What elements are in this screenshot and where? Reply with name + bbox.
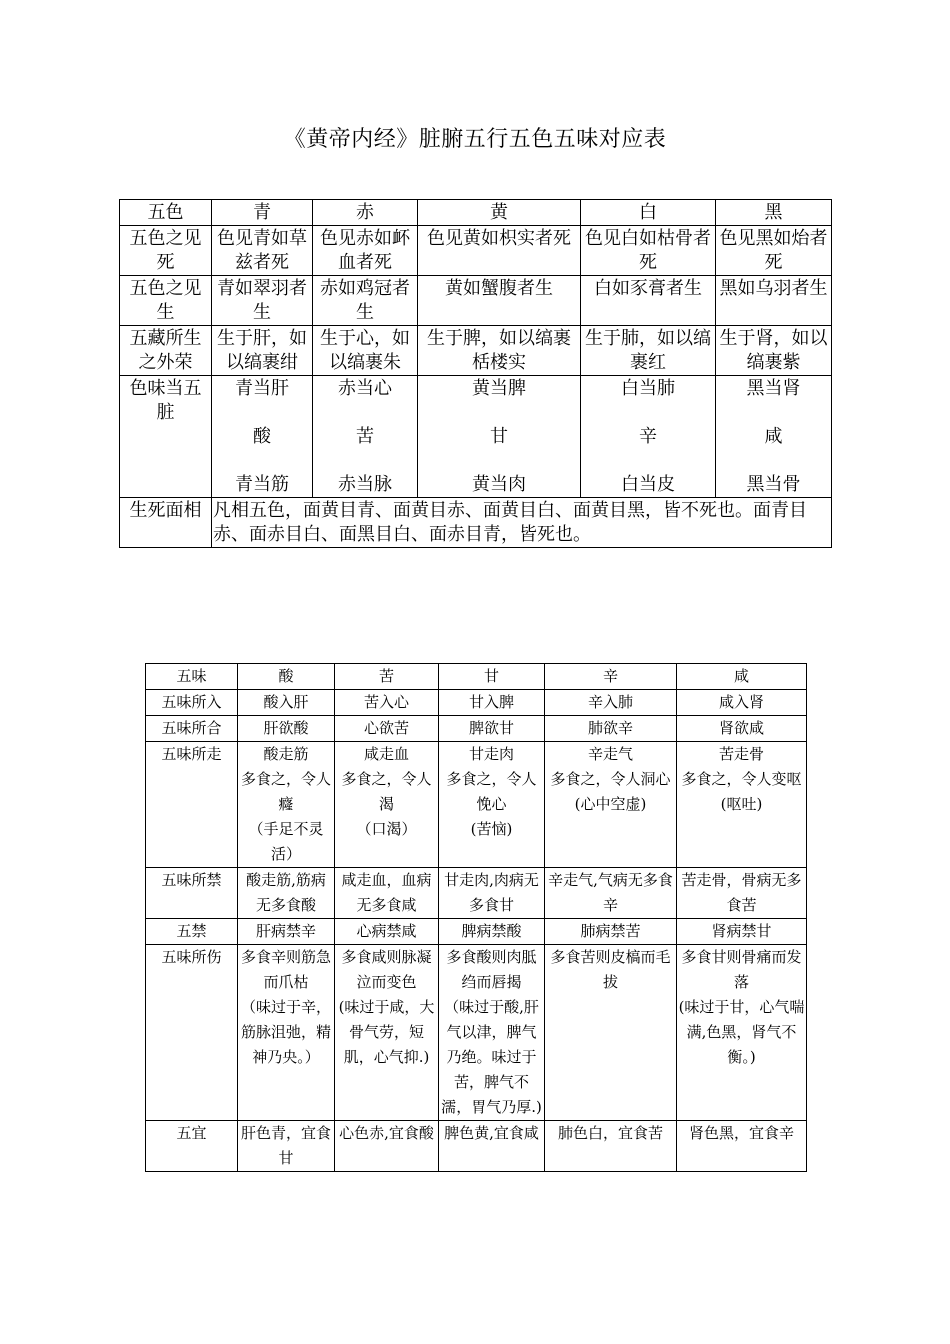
table-row <box>146 868 807 919</box>
table-row <box>146 945 807 1121</box>
table-row <box>120 498 832 548</box>
table-header-row <box>146 664 807 690</box>
header-cell: 甘 <box>439 664 545 690</box>
table-row <box>120 376 832 498</box>
face-reading-cell: 凡相五色，面黄目青、面黄目赤、面黄目白、面黄目黑，皆不死也。面青目赤、面赤目白、面黑目白、面赤目青，皆死也。 <box>212 498 832 548</box>
table-row <box>146 919 807 945</box>
table-cell: 辛入肺 <box>545 690 677 716</box>
table-cell: 色见黄如枳实者死 <box>418 226 581 276</box>
table-cell: 青当肝 酸 青当筋 <box>212 376 313 498</box>
header-cell: 辛 <box>545 664 677 690</box>
header-cell: 五味 <box>146 664 238 690</box>
table-cell: 多食辛则筋急而爪枯 （味过于辛，筋脉沮弛，精神乃央。） <box>238 945 335 1121</box>
table-cell: 脾色黄,宜食咸 <box>439 1121 545 1172</box>
table-cell: 苦入心 <box>335 690 439 716</box>
table-cell: 辛走气 多食之，令人洞心 (心中空虚) <box>545 742 677 868</box>
header-cell: 苦 <box>335 664 439 690</box>
table-cell: 多食酸则肉胝绉而唇揭 （味过于酸,肝气以津，脾气乃绝。味过于苦，脾气不濡，胃气乃厚.) <box>439 945 545 1121</box>
table-cell: 脾病禁酸 <box>439 919 545 945</box>
row-label: 生死面相 <box>120 498 212 548</box>
table-cell: 青如翠羽者生 <box>212 276 313 326</box>
table-cell: 咸入肾 <box>677 690 807 716</box>
row-label: 五藏所生之外荣 <box>120 326 212 376</box>
table-cell: 生于脾，如以缟裹栝楼实 <box>418 326 581 376</box>
table-row <box>146 690 807 716</box>
header-cell: 赤 <box>313 200 418 226</box>
header-cell: 黄 <box>418 200 581 226</box>
table-header-row <box>120 200 832 226</box>
table-row <box>120 326 832 376</box>
table-cell: 生于肺，如以缟裹红 <box>581 326 716 376</box>
table-cell: 肝色青，宜食甘 <box>238 1121 335 1172</box>
header-cell: 酸 <box>238 664 335 690</box>
table-cell: 多食甘则骨痛而发落 (味过于甘，心气喘满,色黑，肾气不衡。) <box>677 945 807 1121</box>
table-cell: 心色赤,宜食酸 <box>335 1121 439 1172</box>
table-cell: 苦走骨 多食之，令人变呕 (呕吐) <box>677 742 807 868</box>
row-label: 五味所伤 <box>146 945 238 1121</box>
table-cell: 肝欲酸 <box>238 716 335 742</box>
table-row <box>120 226 832 276</box>
table-cell: 赤当心 苦 赤当脉 <box>313 376 418 498</box>
table-cell: 脾欲甘 <box>439 716 545 742</box>
table-cell: 酸入肝 <box>238 690 335 716</box>
table-cell: 肺欲辛 <box>545 716 677 742</box>
table-cell: 甘走肉,肉病无多食甘 <box>439 868 545 919</box>
table-row <box>146 742 807 868</box>
row-label: 五色之见生 <box>120 276 212 326</box>
table-cell: 生于肾，如以缟裹紫 <box>716 326 832 376</box>
table-cell: 黄如蟹腹者生 <box>418 276 581 326</box>
row-label: 五味所走 <box>146 742 238 868</box>
table-cell: 黑如乌羽者生 <box>716 276 832 326</box>
table-cell: 心病禁咸 <box>335 919 439 945</box>
table-cell: 甘入脾 <box>439 690 545 716</box>
page-title: 《黄帝内经》脏腑五行五色五味对应表 <box>283 127 667 152</box>
color-table <box>119 199 832 548</box>
table-cell: 肺色白，宜食苦 <box>545 1121 677 1172</box>
table-cell: 甘走肉 多食之，令人悗心 (苦恼) <box>439 742 545 868</box>
row-label: 五禁 <box>146 919 238 945</box>
table-row <box>120 276 832 326</box>
row-label: 五味所合 <box>146 716 238 742</box>
table-cell: 辛走气,气病无多食辛 <box>545 868 677 919</box>
table-cell: 多食苦则皮槁而毛拔 <box>545 945 677 1121</box>
table-cell: 咸走血，血病无多食咸 <box>335 868 439 919</box>
table-cell: 肾色黑，宜食辛 <box>677 1121 807 1172</box>
table-cell: 酸走筋 多食之，令人癃 （手足不灵活） <box>238 742 335 868</box>
table-cell: 生于肝，如以缟裹绀 <box>212 326 313 376</box>
table-cell: 色见青如草兹者死 <box>212 226 313 276</box>
table-cell: 黑当肾 咸 黑当骨 <box>716 376 832 498</box>
row-label: 五味所入 <box>146 690 238 716</box>
table-cell: 赤如鸡冠者生 <box>313 276 418 326</box>
table-cell: 肺病禁苦 <box>545 919 677 945</box>
table-cell: 肝病禁辛 <box>238 919 335 945</box>
table-cell: 酸走筋,筋病无多食酸 <box>238 868 335 919</box>
table-row <box>146 1121 807 1172</box>
table-cell: 肾病禁甘 <box>677 919 807 945</box>
header-cell: 白 <box>581 200 716 226</box>
table-cell: 心欲苦 <box>335 716 439 742</box>
header-cell: 青 <box>212 200 313 226</box>
table-cell: 色见赤如衃血者死 <box>313 226 418 276</box>
table-cell: 咸走血 多食之，令人渴 （口渴） <box>335 742 439 868</box>
row-label: 五色之见死 <box>120 226 212 276</box>
table-cell: 生于心，如以缟裹朱 <box>313 326 418 376</box>
row-label: 色味当五脏 <box>120 376 212 498</box>
table-cell: 肾欲咸 <box>677 716 807 742</box>
table-cell: 黄当脾 甘 黄当肉 <box>418 376 581 498</box>
flavor-table <box>145 663 807 1172</box>
table-cell: 苦走骨，骨病无多食苦 <box>677 868 807 919</box>
table-cell: 色见白如枯骨者死 <box>581 226 716 276</box>
table-cell: 白当肺 辛 白当皮 <box>581 376 716 498</box>
table-cell: 白如豕膏者生 <box>581 276 716 326</box>
header-cell: 黑 <box>716 200 832 226</box>
row-label: 五宜 <box>146 1121 238 1172</box>
header-cell: 五色 <box>120 200 212 226</box>
table-cell: 多食咸则脉凝泣而变色 (味过于咸，大骨气劳，短肌，心气抑.) <box>335 945 439 1121</box>
row-label: 五味所禁 <box>146 868 238 919</box>
table-cell: 色见黑如炲者死 <box>716 226 832 276</box>
table-row <box>146 716 807 742</box>
header-cell: 咸 <box>677 664 807 690</box>
